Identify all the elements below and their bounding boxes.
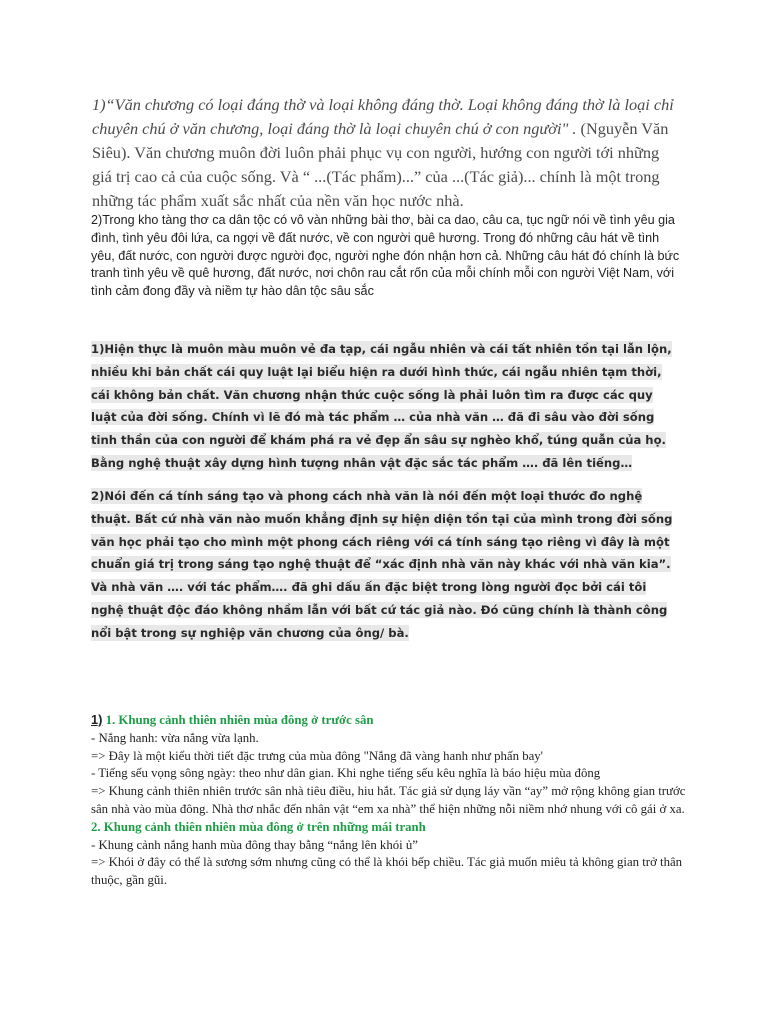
quote-text: 1)“Văn chương có loại đáng thờ và loại không đáng thờ. Loại không đáng thờ là loại chỉ chuyên chú ở văn chương, loại đáng thờ là loại chuyên chú ở con người" . xyxy=(92,95,674,138)
section-number: 1) xyxy=(91,712,103,727)
bold-paragraph-2-text: 2)Nói đến cá tính sáng tạo và phong cách nhà văn là nói đến một loại thước đo nghệ thuật. Bất cứ nhà văn nào muốn khẳng định sự hiện diện tồn tại của mình trong đời sống văn học phải tạo cho mình một phong cách riêng với cá tính sáng tạo riêng vì đây là một chuẩn giá trị trong sáng tạo nghệ thuật để “xác định nhà văn này khác với nhà văn kia”. Và nhà văn …. với tác phẩm…. đã ghi dấu ấn đặc biệt trong lòng người đọc bởi cái tôi nghệ thuật độc đáo không nhầm lẫn với bất cứ tác giả nào. Đó cũng chính là thành công nổi bật trong sự nghiệp văn chương của ông/ bà. xyxy=(91,489,673,640)
list-item: - Tiếng sếu vọng sông ngày: theo như dân gian. Khi nghe tiếng sếu kêu nghĩa là báo hiệu mùa đông xyxy=(91,766,601,781)
list-item: - Nắng hanh: vừa nắng vừa lạnh. xyxy=(91,730,259,745)
section-3 xyxy=(91,711,691,890)
paragraph-1-rest: (Nguyễn Văn Siêu). Văn chương muôn đời luôn phải phục vụ con người, hướng con người tới những giá trị cao cả của cuộc sống. Và “ ...(Tác phẩm)...” của ...(Tác giả)... chính là một trong những tác phẩm xuất sắc nhất của nền văn học nước nhà. xyxy=(92,119,669,210)
section-3-heading-2: 2. Khung cảnh thiên nhiên mùa đông ở trên những mái tranh xyxy=(91,819,426,834)
list-item: - Khung cảnh nắng hanh mùa đông thay bằng “nắng lên khói ủ” xyxy=(91,837,418,852)
section-3-heading-1 xyxy=(91,711,691,730)
heading-1-text: 1. Khung cảnh thiên nhiên mùa đông ở trước sân xyxy=(102,713,374,727)
intro-paragraph-2: 2)Trong kho tàng thơ ca dân tộc có vô vàn những bài thơ, bài ca dao, câu ca, tục ngữ nói về tình yêu gia đình, tình yêu đôi lứa, ca ngợi về đất nước, về con người quê hương. Trong đó những câu hát về tình yêu, đất nước, con người được người đọc, người nghe đón nhận hơn cả. Những câu hát đó chính là bức tranh tình yêu về quê hương, đất nước, nơi chôn rau cắt rốn của mỗi chính mỗi con người Việt Nam, với tình cảm đong đầy và niềm tự hào dân tộc sâu sắc xyxy=(91,213,680,299)
bold-paragraph-1 xyxy=(91,338,676,475)
bold-paragraph-1-text: 1)Hiện thực là muôn màu muôn vẻ đa tạp, cái ngẫu nhiên và cái tất nhiên tồn tại lẫn lộn, nhiều khi bản chất cái quy luật lại biểu hiện ra dưới hình thức, cái ngẫu nhiên tạm thời, cái không bản chất. Văn chương nhận thức cuộc sống là phải luôn tìm ra được các quy luật của đời sống. Chính vì lẽ đó mà tác phẩm … của nhà văn … đã đi sâu vào đời sống tinh thần của con người để khám phá ra vẻ đẹp ẩn sâu sự nghèo khổ, túng quẫn của họ. Bằng nghệ thuật xây dựng hình tượng nhân vật đặc sắc tác phẩm …. đã lên tiếng… xyxy=(91,342,672,470)
bold-paragraph-2 xyxy=(91,485,676,645)
list-item: => Đây là một kiểu thời tiết đặc trưng của mùa đông "Nắng đã vàng hanh như phấn bay' xyxy=(91,748,543,763)
list-item: => Khói ở đây có thể là sương sớm nhưng cũng có thể là khói bếp chiều. Tác giả muốn miêu tả không gian trở thân thuộc, gần gũi. xyxy=(91,855,683,888)
intro-paragraph-1 xyxy=(92,93,682,213)
list-item: => Khung cảnh thiên nhiên trước sân nhà tiêu điều, hiu hắt. Tác giả sử dụng láy vần “ay” mở rộng không gian trước sân nhà vào mùa đông. Nhà thơ nhắc đến nhân vật “em xa nhà” thể hiện những nỗi niềm nhớ nhung với cô gái ở xa. xyxy=(91,784,686,816)
